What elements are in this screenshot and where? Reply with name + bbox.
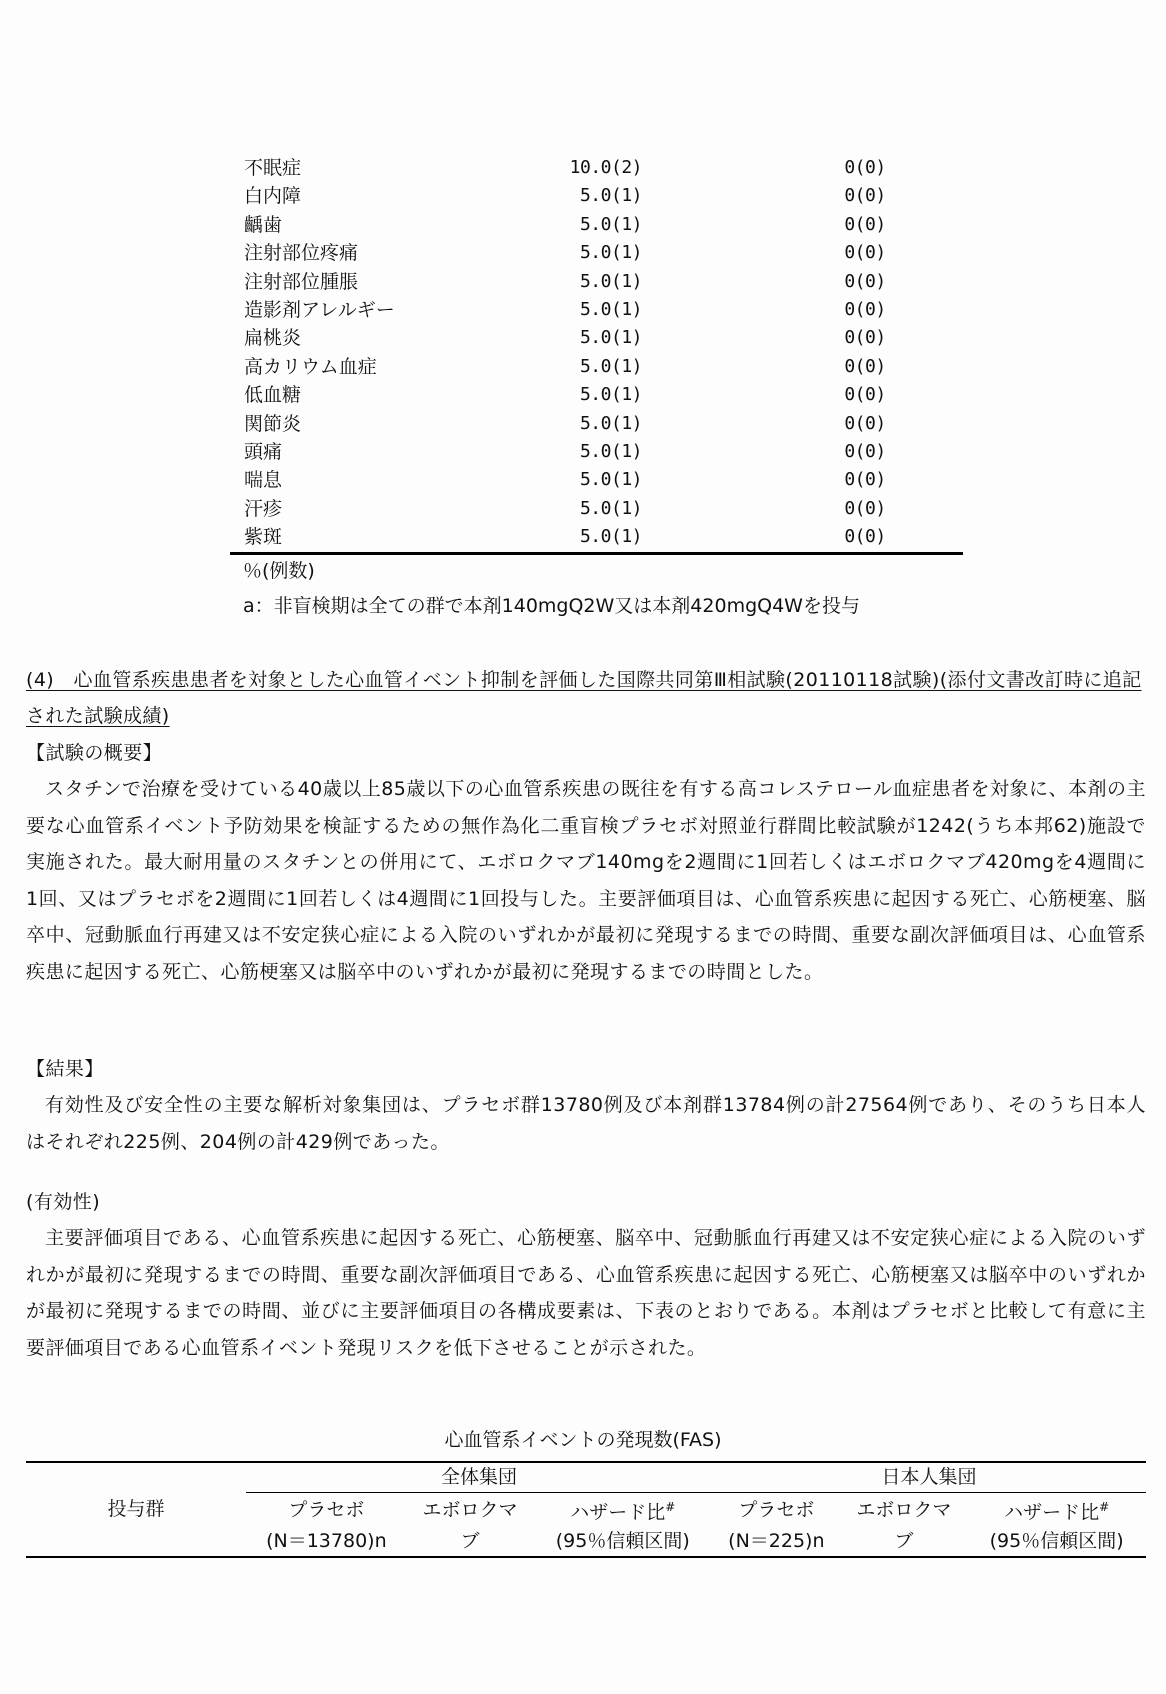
table-row (230, 154, 960, 182)
results-label: 【結果】 (26, 1058, 104, 1080)
drug-value: 5.0(1) (579, 469, 642, 491)
drug-value: 5.0(1) (579, 440, 642, 462)
col-subheader: (95％信頼区間) (967, 1527, 1146, 1557)
drug-value: 5.0(1) (579, 384, 642, 406)
drug-value: 10.0(2) (569, 157, 642, 178)
table-title: 心血管系イベントの発現数(FAS) (444, 1429, 722, 1451)
drug-value: 5.0(1) (579, 526, 642, 548)
event-name: 造影剤アレルギー (244, 298, 395, 321)
unit-note: ％(例数) (243, 560, 315, 582)
placebo-value: 0(0) (844, 469, 886, 491)
event-name: 低血糖 (244, 384, 302, 407)
drug-value: 5.0(1) (579, 497, 642, 519)
overview-paragraph: スタチンで治療を受けている40歳以上85歳以下の心血管系疾患の既往を有する高コレステロール血症患者を対象に、本剤の主要な心血管系イベント予防効果を検証するための無作為化二重盲検プラセボ対照並行群間比較試験が1242(うち本邦62)施設で実施された。最大耐用量のスタチンとの併用にて、エボロクマブ140mgを2週間に1回若しくはエボロクマブ420mgを4週間に1回、又はプラセボを2週間に1回若しくは4週間に1回投与した。主要評価項目は、心血管系疾患に起因する死亡、心筋梗塞、脳卒中、冠動脈血行再建又は不安定狭心症による入院のいずれかが最初に発現するまでの時間、重要な副次評価項目は、心血管系疾患に起因する死亡、心筋梗塞又は脳卒中のいずれかが最初に発現するまでの時間とした。 (26, 778, 1146, 983)
event-name: 白内障 (244, 185, 302, 208)
col-subheader: (N＝13780)n (246, 1527, 407, 1557)
drug-value: 5.0(1) (579, 355, 642, 377)
table-row (230, 523, 960, 551)
results-paragraph: 有効性及び安全性の主要な解析対象集団は、プラセボ群13780例及び本剤群13784例の計27564例であり、そのうち日本人はそれぞれ225例、204例の計429例であった。 (26, 1094, 1146, 1153)
col-subheader: ブ (407, 1527, 534, 1557)
col-subheader: (95％信頼区間) (533, 1527, 712, 1557)
table-row (230, 353, 960, 381)
event-name: 喘息 (244, 469, 283, 492)
col-header: プラセボ (738, 1498, 815, 1521)
efficacy-label: (有効性) (26, 1191, 101, 1213)
placebo-value: 0(0) (844, 497, 886, 519)
placebo-value: 0(0) (844, 327, 886, 349)
table-row (230, 410, 960, 438)
event-name: 注射部位疼痛 (244, 242, 359, 265)
event-name: 関節炎 (244, 412, 302, 435)
group-header-japanese: 日本人集団 (712, 1462, 1146, 1493)
drug-value: 5.0(1) (579, 412, 642, 434)
table-row (230, 268, 960, 296)
event-name: 齲歯 (244, 213, 283, 236)
drug-value: 5.0(1) (579, 298, 642, 320)
placebo-value: 0(0) (844, 270, 886, 292)
placebo-value: 0(0) (844, 384, 886, 406)
table-row (230, 296, 960, 324)
efficacy-paragraph: 主要評価項目である、心血管系疾患に起因する死亡、心筋梗塞、脳卒中、冠動脈血行再建又は不安定狭心症による入院のいずれかが最初に発現するまでの時間、重要な副次評価項目である、心血管系疾患に起因する死亡、心筋梗塞又は脳卒中のいずれかが最初に発現するまでの時間、並びに主要評価項目の各構成要素は、下表のとおりである。本剤はプラセボと比較して有意に主要評価項目である心血管系イベント発現リスクを低下させることが示された。 (26, 1227, 1146, 1359)
table-row (230, 324, 960, 352)
section-heading: (4) 心血管系疾患患者を対象とした心血管イベント抑制を評価した国際共同第Ⅲ相試験(20110118試験)(添付文書改訂時に追記された試験成績) (26, 669, 1142, 727)
placebo-value: 0(0) (844, 412, 886, 434)
placebo-value: 0(0) (844, 440, 886, 462)
table-row (230, 239, 960, 267)
table-row (230, 182, 960, 210)
event-name: 紫斑 (244, 526, 283, 549)
col-header: エボロクマ (422, 1498, 518, 1521)
events-table (26, 1461, 1146, 1558)
placebo-value: 0(0) (844, 526, 886, 548)
placebo-value: 0(0) (844, 242, 886, 264)
placebo-value: 0(0) (844, 213, 886, 235)
table-row (230, 495, 960, 523)
table-row (230, 211, 960, 239)
table-row (230, 438, 960, 466)
row-header: 投与群 (26, 1462, 246, 1557)
drug-value: 5.0(1) (579, 327, 642, 349)
col-header: ハザード比# (1004, 1500, 1110, 1524)
table-footnote: a：非盲検期は全ての群で本剤140mgQ2W又は本剤420mgQ4Wを投与 (243, 595, 860, 617)
event-name: 高カリウム血症 (244, 355, 377, 378)
group-header-all: 全体集団 (246, 1462, 712, 1493)
event-name: 汗疹 (244, 497, 283, 520)
placebo-value: 0(0) (844, 185, 886, 207)
event-name: 注射部位腫脹 (244, 270, 359, 293)
event-name: 扁桃炎 (244, 327, 302, 350)
overview-label: 【試験の概要】 (26, 742, 163, 764)
drug-value: 5.0(1) (579, 270, 642, 292)
col-subheader: ブ (841, 1527, 968, 1557)
col-header: プラセボ (288, 1498, 365, 1521)
drug-value: 5.0(1) (579, 213, 642, 235)
placebo-value: 0(0) (844, 355, 886, 377)
col-header: ハザード比# (570, 1500, 676, 1524)
table-row (230, 381, 960, 409)
placebo-value: 0(0) (844, 157, 886, 178)
col-header: エボロクマ (856, 1498, 952, 1521)
event-name: 不眠症 (244, 157, 302, 179)
table-row (230, 466, 960, 494)
drug-value: 5.0(1) (579, 185, 642, 207)
adverse-events-table (230, 154, 960, 551)
event-name: 頭痛 (244, 440, 283, 463)
placebo-value: 0(0) (844, 298, 886, 320)
drug-value: 5.0(1) (579, 242, 642, 264)
table-bottom-rule (230, 552, 963, 555)
col-subheader: (N＝225)n (712, 1527, 840, 1557)
